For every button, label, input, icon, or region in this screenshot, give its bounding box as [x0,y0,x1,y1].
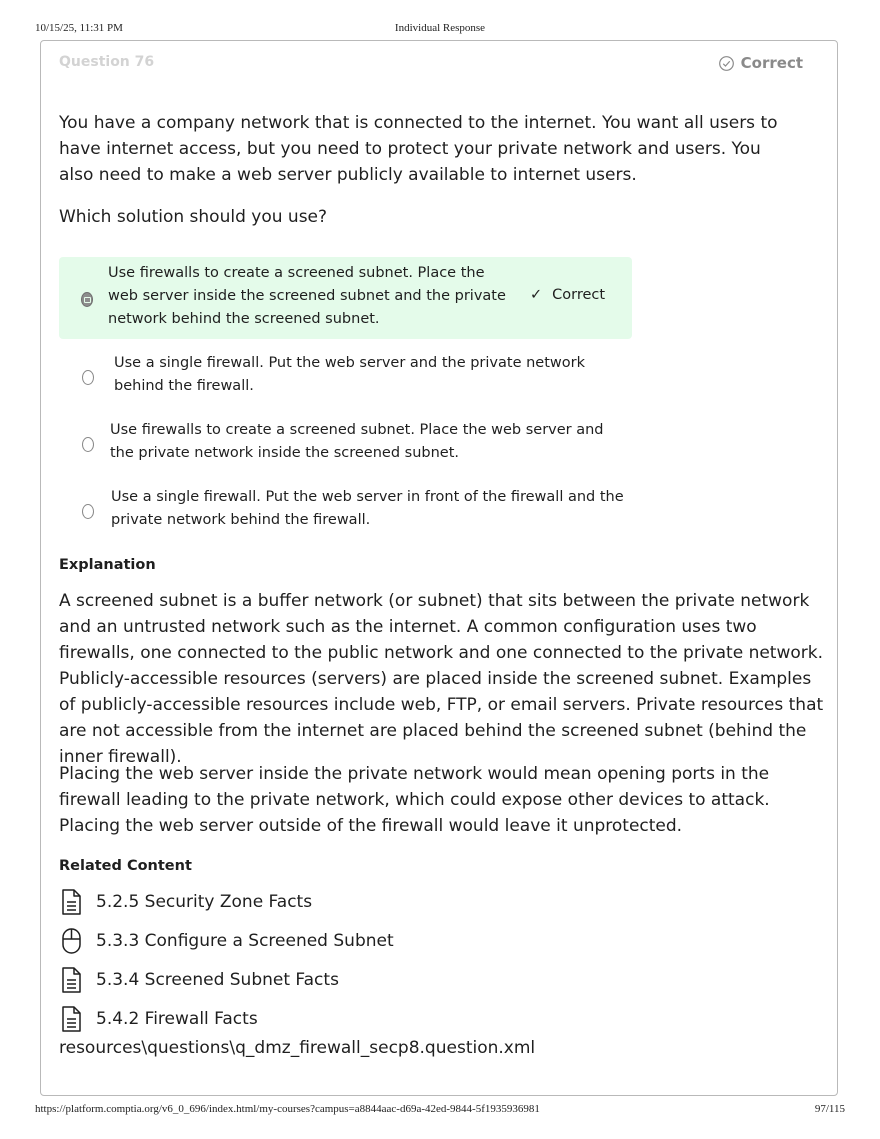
related-item-label[interactable]: 5.4.2 Firewall Facts [96,1009,258,1029]
explanation-heading: Explanation [59,557,156,573]
document-icon [59,966,84,994]
radio-selected[interactable] [81,292,93,307]
print-url: https://platform.comptia.org/v6_0_696/index.html/my-courses?campus=a8844aac-d69a-42ed-9844-5f1935936981 [35,1103,540,1115]
answer-option-1[interactable]: Use firewalls to create a screened subnet. Place the web server inside the screened subnet and the private network behind the screened subnet. [108,265,506,327]
question-card [40,40,838,1096]
check-circle-icon [718,55,735,72]
question-file-path: resources\questions\q_dmz_firewall_secp8.question.xml [59,1038,536,1058]
radio-option-2[interactable] [82,370,94,385]
question-number: Question 76 [59,54,155,70]
related-item-label[interactable]: 5.2.5 Security Zone Facts [96,892,313,912]
correct-label: Correct [552,287,606,303]
answer-option-4[interactable]: Use a single firewall. Put the web server in front of the firewall and the private network behind the firewall. [111,489,624,528]
related-content-heading: Related Content [59,858,192,874]
mouse-icon [59,927,84,955]
print-title: Individual Response [394,22,486,34]
status-badge [718,54,803,72]
status-label: Correct [740,54,803,72]
related-item-label[interactable]: 5.3.4 Screened Subnet Facts [96,970,339,990]
related-item-security-zone-facts[interactable] [59,887,312,917]
radio-option-4[interactable] [82,504,94,519]
question-prompt: Which solution should you use? [59,207,328,227]
print-page-number: 97/115 [814,1103,845,1115]
answer-option-3[interactable]: Use firewalls to create a screened subnet. Place the web server and the private network inside the screened subnet. [110,422,604,461]
print-footer [0,1103,880,1117]
explanation-paragraph-2: Placing the web server inside the private network would mean opening ports in the firewall leading to the private network, which could expose other devices to attack. Placing the web server outside of the firewall would leave it unprotected. [59,764,770,836]
answer-option-2[interactable]: Use a single firewall. Put the web server and the private network behind the firewall. [114,355,585,394]
related-item-label[interactable]: 5.3.3 Configure a Screened Subnet [96,931,394,951]
related-item-configure-screened-subnet[interactable] [59,926,394,956]
document-icon [59,888,84,916]
question-stem: You have a company network that is connected to the internet. You want all users to have internet access, but you need to protect your private network and users. You also need to make a web server publicly available to internet users. [59,113,778,185]
print-datetime: 10/15/25, 11:31 PM [35,22,123,34]
print-header [0,22,880,36]
related-item-firewall-facts[interactable] [59,1004,258,1034]
correct-indicator [530,287,605,303]
document-icon [59,1005,84,1033]
explanation-paragraph-1: A screened subnet is a buffer network (or subnet) that sits between the private network and an untrusted network such as the internet. A common configuration uses two firewalls, one connected to the public network and one connected to the private network. Publicly-accessible resources (servers) are placed inside the screened subnet. Examples of publicly-accessible resources include web, FTP, or email servers. Private resources that are not accessible from the internet are placed behind the screened subnet (behind the inner firewall). [59,591,824,767]
radio-option-3[interactable] [82,437,94,452]
related-item-screened-subnet-facts[interactable] [59,965,339,995]
checkmark-icon: ✓ [530,287,543,303]
